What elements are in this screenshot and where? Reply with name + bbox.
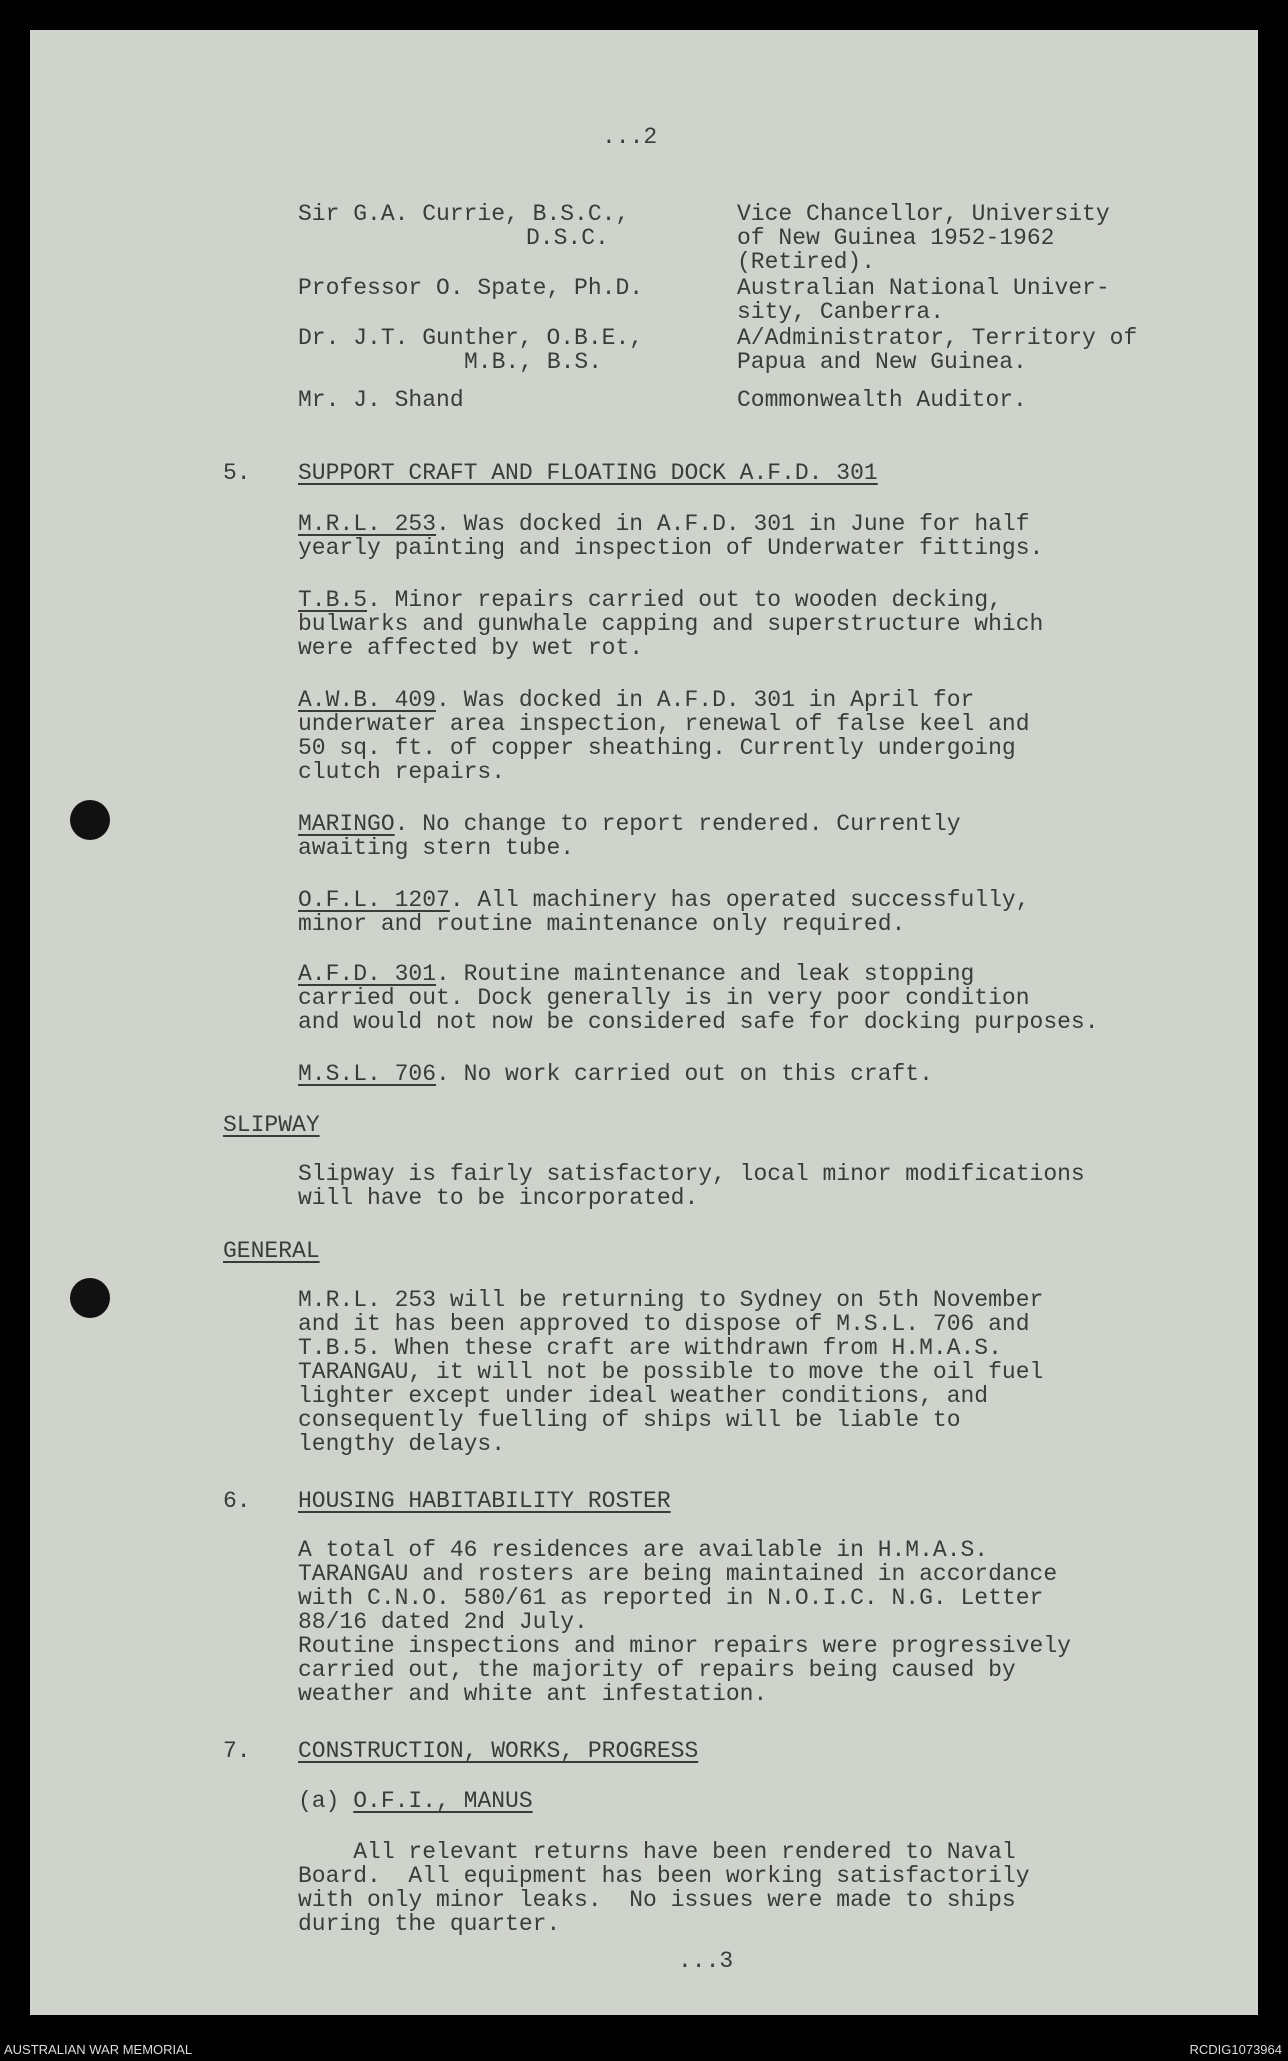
punch-hole-top [70,800,110,840]
item-line [298,812,961,837]
item-line [298,588,1002,613]
section-number: 5. [223,460,251,486]
section7-line: with only minor leaks. No issues were made to ships [298,1887,1016,1913]
slipway-line: Slipway is fairly satisfactory, local minor modifications [298,1161,1085,1187]
item-line: yearly painting and inspection of Underwater fittings. [298,535,1044,561]
committee-role-line: Commonwealth Auditor. [737,387,1027,413]
page-marker-bottom: ...3 [678,1948,734,1974]
section7-line: All relevant returns have been rendered to Naval [298,1839,1016,1865]
item-line [298,888,1030,913]
item-text: . No work carried out on this craft. [436,1061,933,1087]
item-line [298,1062,933,1087]
section-number: 7. [223,1738,251,1764]
item-text: . Was docked in A.F.D. 301 in April for [436,687,975,713]
section6-line: A total of 46 residences are available in H.M.A.S. [298,1537,989,1563]
item-line: minor and routine maintenance only required. [298,911,906,937]
general-line: T.B.5. When these craft are withdrawn from H.M.A.S. [298,1335,1002,1361]
item-title: M.R.L. 253 [298,511,437,537]
committee-role-line: Papua and New Guinea. [737,349,1027,375]
item-line: were affected by wet rot. [298,635,644,661]
item-text: . Minor repairs carried out to wooden decking, [367,587,1002,613]
item-text: . Routine maintenance and leak stopping [436,961,975,987]
section7-line: during the quarter. [298,1911,561,1937]
section6-line: carried out, the majority of repairs being caused by [298,1657,1016,1683]
section-number: 6. [223,1488,251,1514]
item-line: bulwarks and gunwhale capping and superstructure which [298,611,1044,637]
committee-role-line: Vice Chancellor, University [737,201,1110,227]
section6-line: Routine inspections and minor repairs were progressively [298,1633,1071,1659]
committee-name-line: Dr. J.T. Gunther, O.B.E., [298,325,644,351]
subsection-prefix: (a) [298,1788,354,1814]
item-title: T.B.5 [298,587,368,613]
committee-name-line: Professor O. Spate, Ph.D. [298,275,644,301]
committee-role-line: Australian National Univer- [737,275,1110,301]
item-text: . No change to report rendered. Currently [394,811,961,837]
subsection-title: O.F.I., MANUS [353,1788,533,1814]
committee-name-line: Sir G.A. Currie, B.S.C., [298,201,630,227]
page-marker-top: ...2 [602,124,658,150]
section6-line: 88/16 dated 2nd July. [298,1609,588,1635]
footer-right: RCDIG1073964 [1189,2042,1282,2057]
document-page [30,30,1258,2015]
section6-line: TARANGAU and rosters are being maintained in accordance [298,1561,1058,1587]
committee-role-line: A/Administrator, Territory of [737,325,1138,351]
footer-left: AUSTRALIAN WAR MEMORIAL [4,2042,193,2057]
item-line: carried out. Dock generally is in very poor condition [298,985,1030,1011]
committee-role-line: (Retired). [737,249,876,275]
item-title: M.S.L. 706 [298,1061,437,1087]
general-line: lighter except under ideal weather conditions, and [298,1383,989,1409]
committee-role-line: of New Guinea 1952-1962 [737,225,1055,251]
item-line: underwater area inspection, renewal of false keel and [298,711,1030,737]
committee-name-line: D.S.C. [526,225,609,251]
general-line: lengthy delays. [298,1431,506,1457]
section-heading: HOUSING HABITABILITY ROSTER [298,1488,671,1514]
item-title: A.W.B. 409 [298,687,437,713]
item-line: 50 sq. ft. of copper sheathing. Currently undergoing [298,735,1016,761]
slipway-heading: SLIPWAY [223,1112,320,1138]
item-line [298,688,974,713]
section6-line: with C.N.O. 580/61 as reported in N.O.I.C. N.G. Letter [298,1585,1044,1611]
subsection-heading [298,1788,533,1814]
item-line [298,962,974,987]
item-text: . Was docked in A.F.D. 301 in June for half [436,511,1030,537]
section-heading: SUPPORT CRAFT AND FLOATING DOCK A.F.D. 301 [298,460,878,486]
punch-hole-bottom [70,1278,110,1318]
general-heading: GENERAL [223,1238,320,1264]
general-line: consequently fuelling of ships will be liable to [298,1407,961,1433]
slipway-line: will have to be incorporated. [298,1185,699,1211]
item-line [298,512,1030,537]
general-line: M.R.L. 253 will be returning to Sydney on 5th November [298,1287,1044,1313]
item-line: and would not now be considered safe for docking purposes. [298,1009,1099,1035]
item-title: O.F.L. 1207 [298,887,450,913]
committee-name-line: Mr. J. Shand [298,387,464,413]
item-title: A.F.D. 301 [298,961,437,987]
item-title: MARINGO [298,811,395,837]
section6-line: weather and white ant infestation. [298,1681,768,1707]
item-text: . All machinery has operated successfully, [449,887,1030,913]
general-line: and it has been approved to dispose of M.S.L. 706 and [298,1311,1030,1337]
item-line: clutch repairs. [298,759,506,785]
general-line: TARANGAU, it will not be possible to move the oil fuel [298,1359,1044,1385]
item-line: awaiting stern tube. [298,835,575,861]
committee-role-line: sity, Canberra. [737,299,945,325]
section7-line: Board. All equipment has been working satisfactorily [298,1863,1030,1889]
committee-name-line: M.B., B.S. [464,349,603,375]
section-heading: CONSTRUCTION, WORKS, PROGRESS [298,1738,699,1764]
